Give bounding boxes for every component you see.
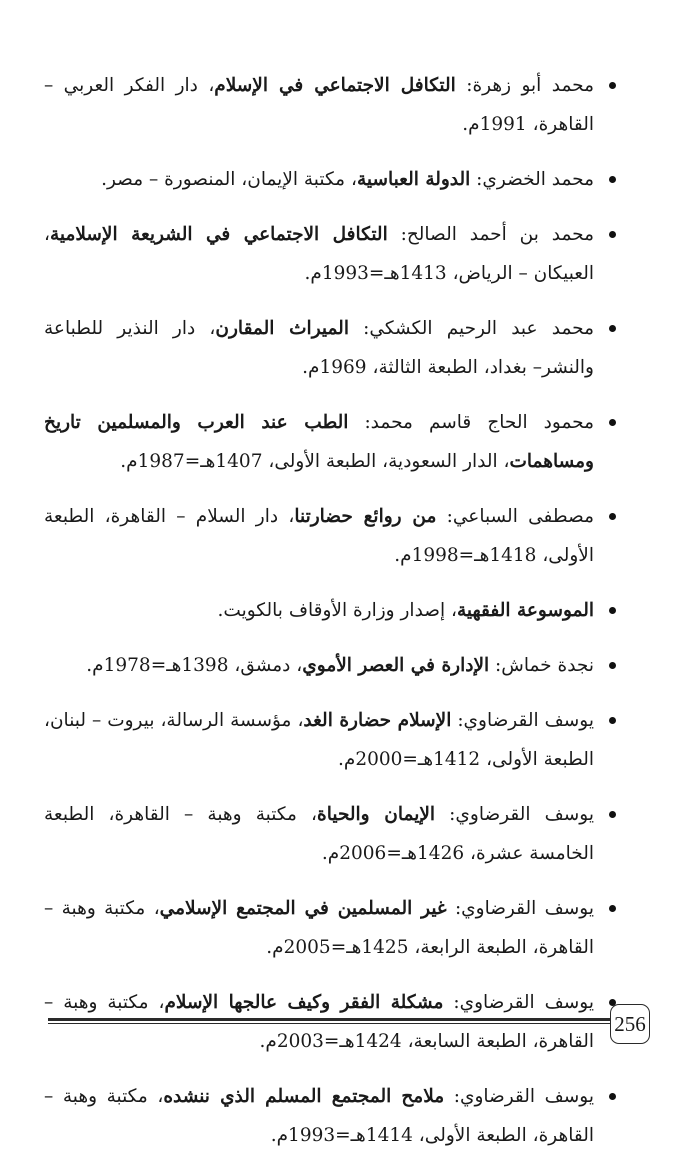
entry-title: الدولة العباسية — [356, 169, 471, 190]
entry-details: ، دار الفكر العربي – القاهرة، 1991م. — [44, 75, 594, 135]
bibliography-entry — [44, 646, 616, 685]
entry-title: الإدارة في العصر الأموي — [302, 655, 490, 676]
entry-author: يوسف القرضاوي: — [443, 992, 594, 1013]
entry-author: محمد بن أحمد الصالح: — [387, 224, 594, 245]
entry-author: يوسف القرضاوي: — [435, 804, 594, 825]
entry-author: يوسف القرضاوي: — [444, 1086, 594, 1107]
bibliography-entry — [44, 215, 616, 293]
entry-details: ، دار السلام – القاهرة، الطبعة الأولى، 1418هـ=1998م. — [44, 506, 594, 566]
footer-rule — [48, 1018, 612, 1024]
entry-author: محمود الحاج قاسم محمد: — [348, 412, 594, 433]
bibliography-entry — [44, 889, 616, 967]
entry-details: ، مكتبة وهبة – القاهرة، الطبعة الخامسة عشرة، 1426هـ=2006م. — [44, 804, 594, 864]
entry-author: يوسف القرضاوي: — [451, 710, 594, 731]
page-number: 256 — [610, 1004, 650, 1044]
bibliography-entry — [44, 795, 616, 873]
bibliography-entry — [44, 309, 616, 387]
entry-details: ، الدار السعودية، الطبعة الأولى، 1407هـ=1987م. — [120, 451, 510, 472]
entry-author: نجدة خماش: — [489, 655, 594, 676]
entry-title: الطب عند العرب والمسلمين تاريخ ومساهمات — [44, 412, 594, 472]
entry-details: ، مكتبة وهبة – القاهرة، الطبعة السابعة، 1424هـ=2003م. — [44, 992, 594, 1052]
bibliography-entry — [44, 497, 616, 575]
entry-details: ، إصدار وزارة الأوقاف بالكويت. — [217, 600, 457, 621]
bibliography-entry — [44, 591, 616, 630]
entry-details: ، مكتبة وهبة – القاهرة، الطبعة الأولى، 1414هـ=1993م. — [44, 1086, 594, 1146]
bibliography-list — [44, 66, 616, 1171]
bibliography-entry — [44, 160, 616, 199]
entry-author: مصطفى السباعي: — [436, 506, 594, 527]
entry-title: مشكلة الفقر وكيف عالجها الإسلام — [164, 992, 444, 1013]
entry-author: محمد الخضري: — [470, 169, 594, 190]
entry-details: ، مكتبة الإيمان، المنصورة – مصر. — [101, 169, 357, 190]
entry-title: الإسلام حضارة الغد — [303, 710, 452, 731]
entry-title: الموسوعة الفقهية — [456, 600, 594, 621]
entry-details: ، العبيكان – الرياض، 1413هـ=1993م. — [44, 224, 594, 284]
entry-author: يوسف القرضاوي: — [446, 898, 594, 919]
entry-title: ملامح المجتمع المسلم الذي ننشده — [163, 1086, 445, 1107]
entry-title: من روائع حضارتنا — [294, 506, 437, 527]
bibliography-entry — [44, 701, 616, 779]
entry-author: محمد أبو زهرة: — [455, 75, 594, 96]
entry-details: ، مؤسسة الرسالة، بيروت – لبنان، الطبعة الأولى، 1412هـ=2000م. — [44, 710, 594, 770]
entry-details: ، دمشق، 1398هـ=1978م. — [86, 655, 303, 676]
bibliography-entry — [44, 403, 616, 481]
bibliography-entry — [44, 66, 616, 144]
entry-title: التكافل الاجتماعي في الشريعة الإسلامية — [49, 224, 388, 245]
entry-title: الإيمان والحياة — [317, 804, 436, 825]
entry-author: محمد عبد الرحيم الكشكي: — [348, 318, 595, 339]
entry-title: التكافل الاجتماعي في الإسلام — [214, 75, 456, 96]
entry-title: الميراث المقارن — [215, 318, 349, 339]
entry-title: غير المسلمين في المجتمع الإسلامي — [159, 898, 447, 919]
bibliography-entry — [44, 1077, 616, 1155]
entry-details: ، دار النذير للطباعة والنشر– بغداد، الطبعة الثالثة، 1969م. — [44, 318, 594, 378]
entry-details: ، مكتبة وهبة – القاهرة، الطبعة الرابعة، 1425هـ=2005م. — [44, 898, 594, 958]
